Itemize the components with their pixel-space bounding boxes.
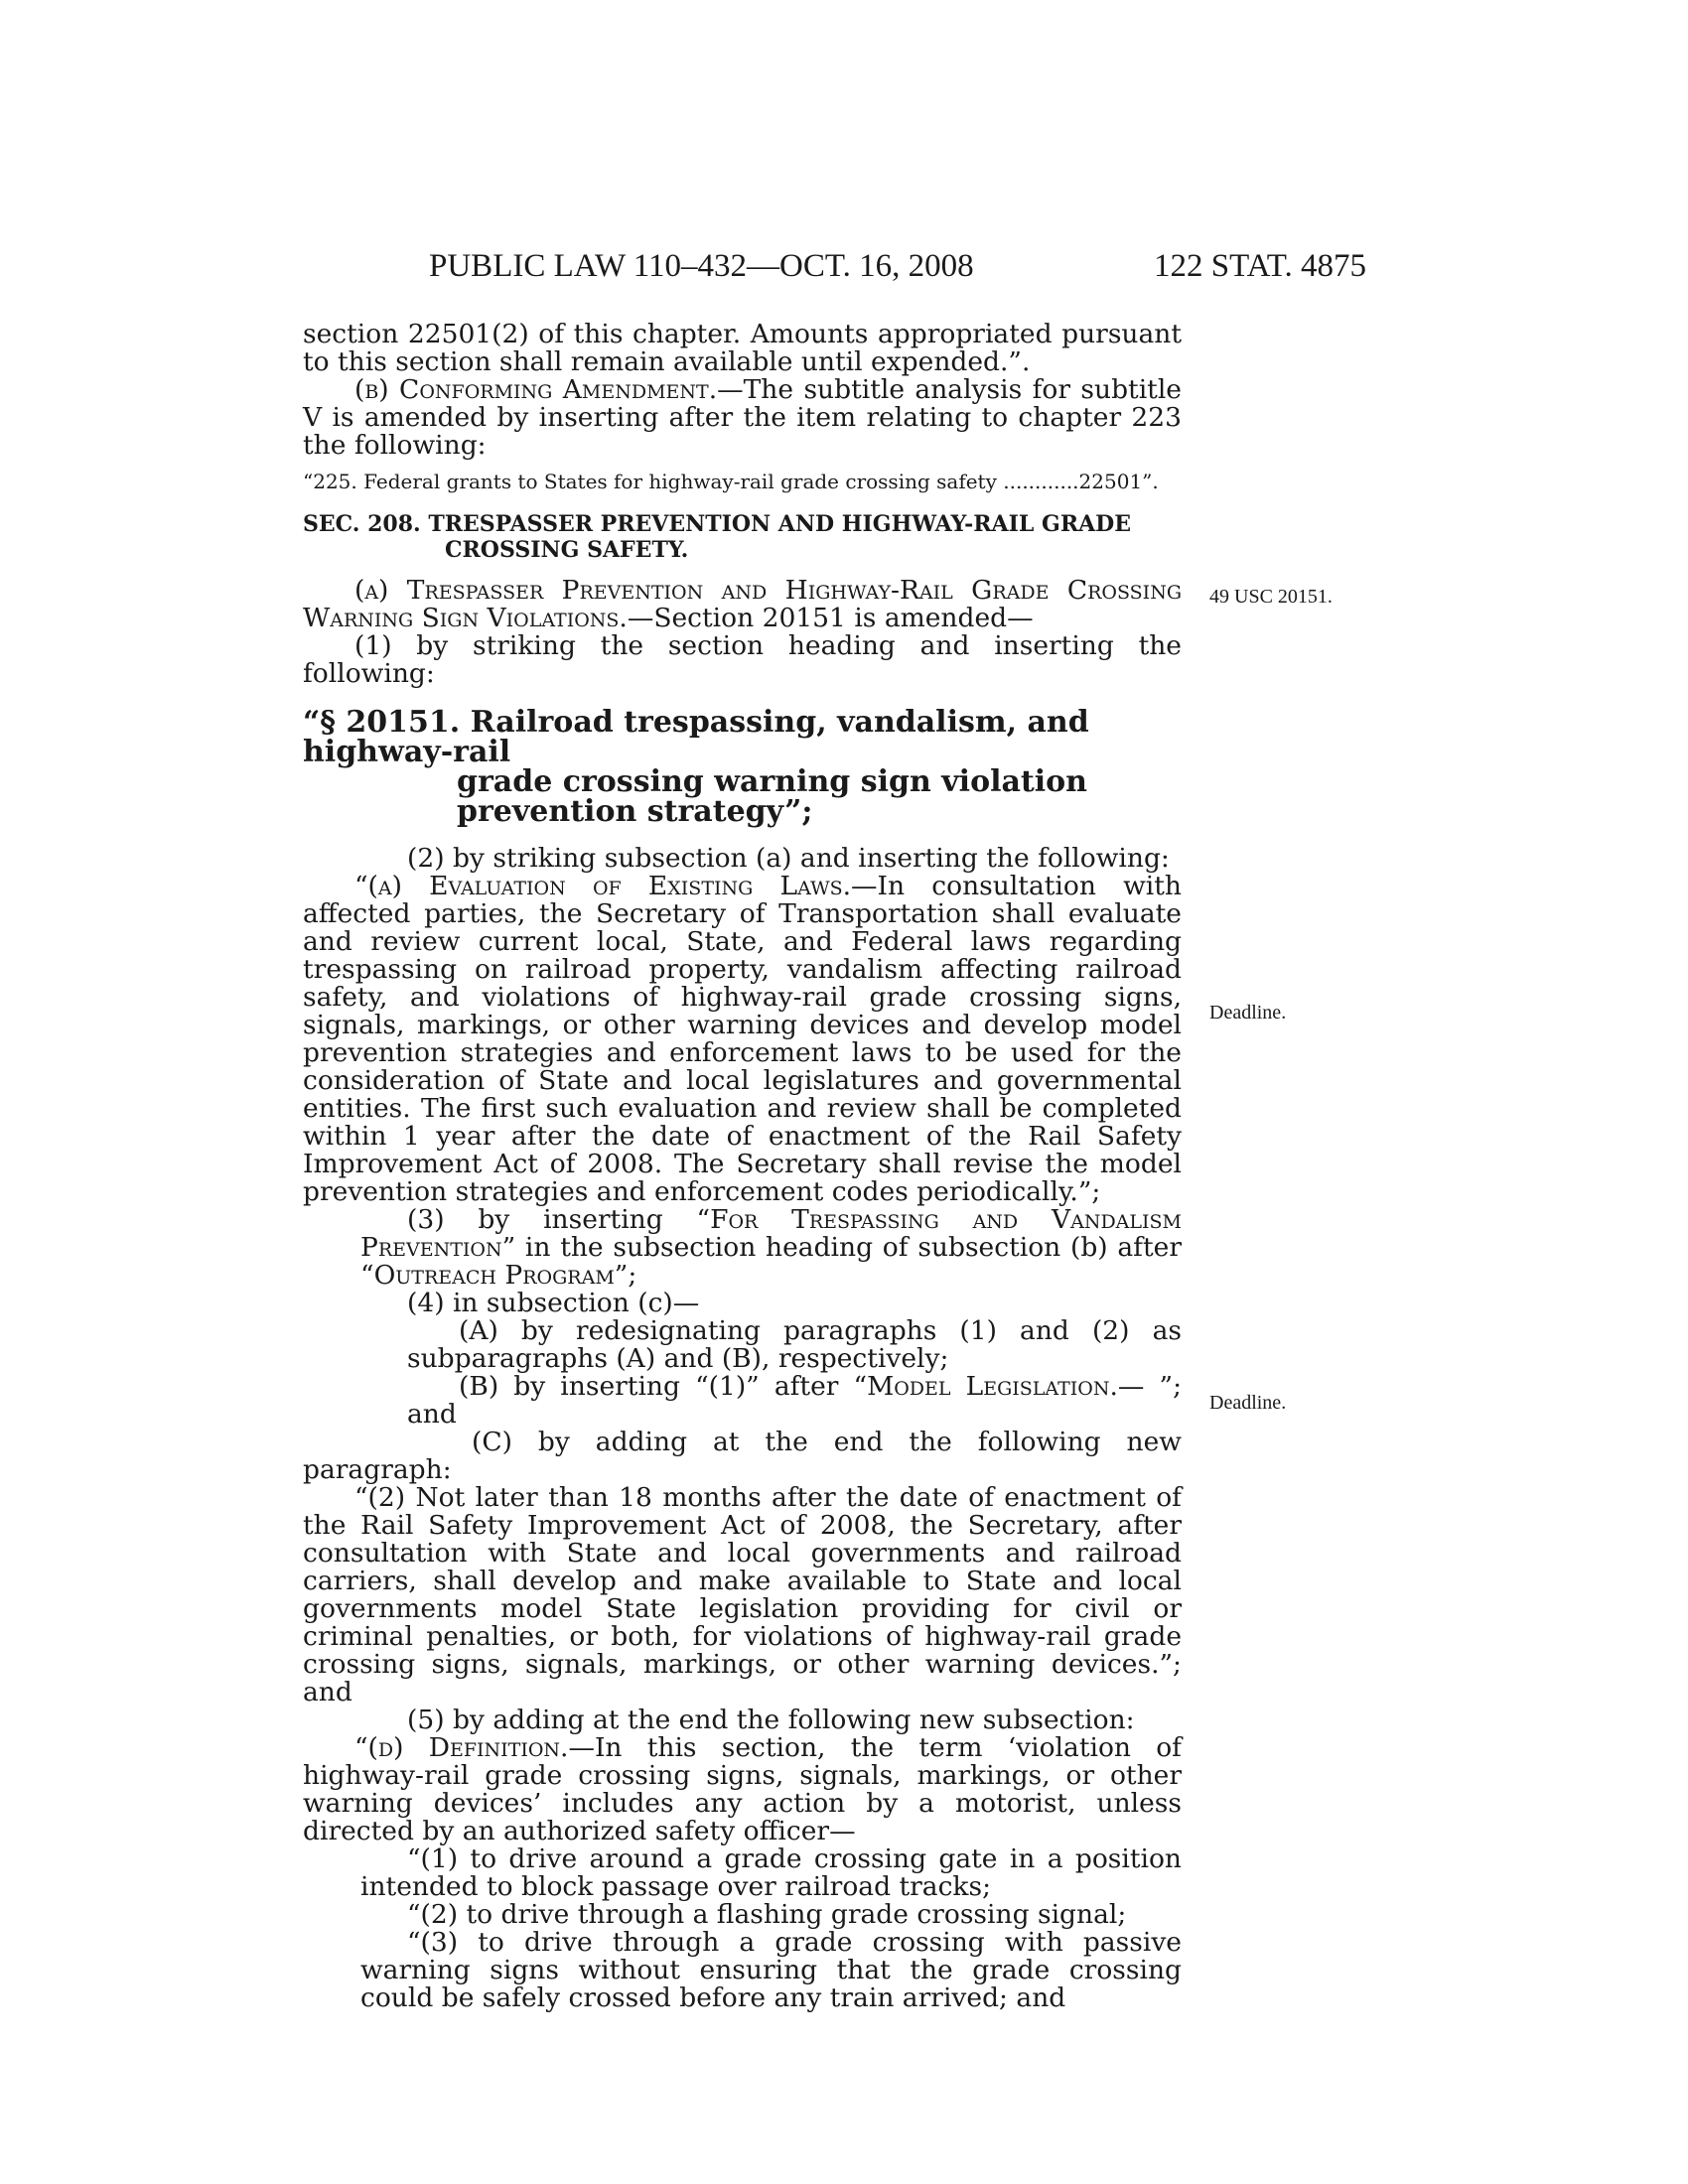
section-heading-line-2: CROSSING SAFETY. [445, 537, 689, 563]
statute-heading-line-1: “§ 20151. Railroad trespassing, vandalism, and highway-rail [303, 705, 1089, 769]
page-header [0, 248, 1688, 288]
subsection-label-b: (b) Conforming Amendment [354, 374, 709, 405]
margin-note-deadline-1: Deadline. [1209, 1002, 1287, 1024]
item-3-smallcaps-2: Outreach Program [373, 1260, 615, 1291]
item-4b-text-b: .— ”; and [407, 1371, 1182, 1430]
item-3-text-b: ” in the subsection heading of subsection (b) after “ [360, 1232, 1182, 1291]
paragraph-text-a: .—Section 20151 is amended— [619, 603, 1034, 633]
paragraph-model-legislation: “(2) Not later than 18 months after the date of enactment of the Rail Safety Improvement Act of 2008, the Secretary, after consultation with State and local governments and railroad carriers, shall develop and make available to State and local governments model State legislation providing for civil or criminal penalties, or both, for violations of highway-rail grade crossing signs, signals, markings, or other warning devices.”; and [303, 1482, 1182, 1707]
paragraph-text-b: .—The subtitle analysis for subtitle V is amended by inserting after the item relating to chapter 223 the following: [303, 374, 1182, 461]
paragraph-item-2: (2) by striking subsection (a) and inserting the following: [407, 843, 1170, 874]
subsection-label-evaluation: “(a) Evaluation of Existing Laws [354, 871, 843, 901]
paragraph-item-4b [407, 1373, 1182, 1429]
header-stat-page: 122 STAT. 4875 [1154, 248, 1367, 284]
paragraph-item-4a: (A) by redesignating paragraphs (1) and (2) as subparagraphs (A) and (B), respectively; [407, 1315, 1182, 1374]
margin-note-usc: 49 USC 20151. [1209, 586, 1333, 608]
paragraph-definition [303, 1734, 1182, 1845]
paragraph-item-5: (5) by adding at the end the following new subsection: [407, 1705, 1135, 1735]
table-of-contents-item: “225. Federal grants to States for highway-rail grade crossing safety ............22501”. [303, 470, 1159, 493]
header-law-citation: PUBLIC LAW 110–432—OCT. 16, 2008 [429, 248, 974, 284]
margin-note-deadline-2: Deadline. [1209, 1392, 1287, 1414]
paragraph-definition-2: “(2) to drive through a flashing grade crossing signal; [407, 1899, 1127, 1930]
paragraph-continuation: section 22501(2) of this chapter. Amounts appropriated pursuant to this section shall remain available until expended.”. [303, 319, 1182, 377]
item-3-text-c: ”; [614, 1260, 637, 1291]
paragraph-item-3 [360, 1206, 1182, 1290]
section-heading [303, 511, 1182, 563]
paragraph-conforming-amendment [303, 376, 1182, 460]
subsection-label-definition: “(d) Definition [354, 1732, 561, 1763]
paragraph-item-1: (1) by striking the section heading and inserting the following: [303, 630, 1182, 689]
item-4b-text-a: (B) by inserting “(1)” after “ [459, 1371, 868, 1402]
body-text [303, 321, 1182, 2012]
item-3-text-a: (3) by inserting “ [407, 1204, 711, 1235]
item-3-smallcaps-1: For Trespassing and Vandalism Prevention [360, 1204, 1182, 1263]
paragraph-text-evaluation: .—In consultation with affected parties, the Secretary of Transportation shall evaluate and review current local, State, and Federal laws regarding trespassing on railroad property, vandalism affecting railroad safety, and violations of highway-rail grade crossing signs, signals, markings, or other warning devices and develop model prevention strategies and enforcement laws to be used for the consideration of State and local legislatures and governmental entities. The first such evaluation and review shall be completed within 1 year after the date of enactment of the Rail Safety Improvement Act of 2008. The Secretary shall revise the model prevention strategies and enforcement codes periodically.”; [303, 871, 1182, 1207]
item-4b-smallcaps: Model Legislation [867, 1371, 1110, 1402]
paragraph-evaluation [303, 873, 1182, 1206]
paragraph-text-definition: .—In this section, the term ‘violation of highway-rail grade crossing signs, signals, markings, or other warning devices’ includes any action by a motorist, unless directed by an authorized safety officer— [303, 1732, 1182, 1846]
paragraph-item-4: (4) in subsection (c)— [407, 1288, 700, 1318]
statute-heading [303, 705, 1182, 829]
section-heading-line-1: SEC. 208. TRESPASSER PREVENTION AND HIGHWAY-RAIL GRADE [303, 511, 1132, 537]
statute-heading-line-2: grade crossing warning sign violation prevention strategy”; [457, 764, 1087, 829]
paragraph-definition-1: “(1) to drive around a grade crossing gate in a position intended to block passage over railroad tracks; [360, 1843, 1182, 1902]
paragraph-subsection-a [303, 577, 1182, 632]
subsection-label-a: (a) Trespasser Prevention and Highway-Rail Grade Crossing Warning Sign Violations [303, 575, 1182, 633]
paragraph-definition-3: “(3) to drive through a grade crossing with passive warning signs without ensuring that the grade crossing could be safely crossed before any train arrived; and [360, 1927, 1182, 2013]
paragraph-item-4c: (C) by adding at the end the following new paragraph: [303, 1427, 1182, 1485]
